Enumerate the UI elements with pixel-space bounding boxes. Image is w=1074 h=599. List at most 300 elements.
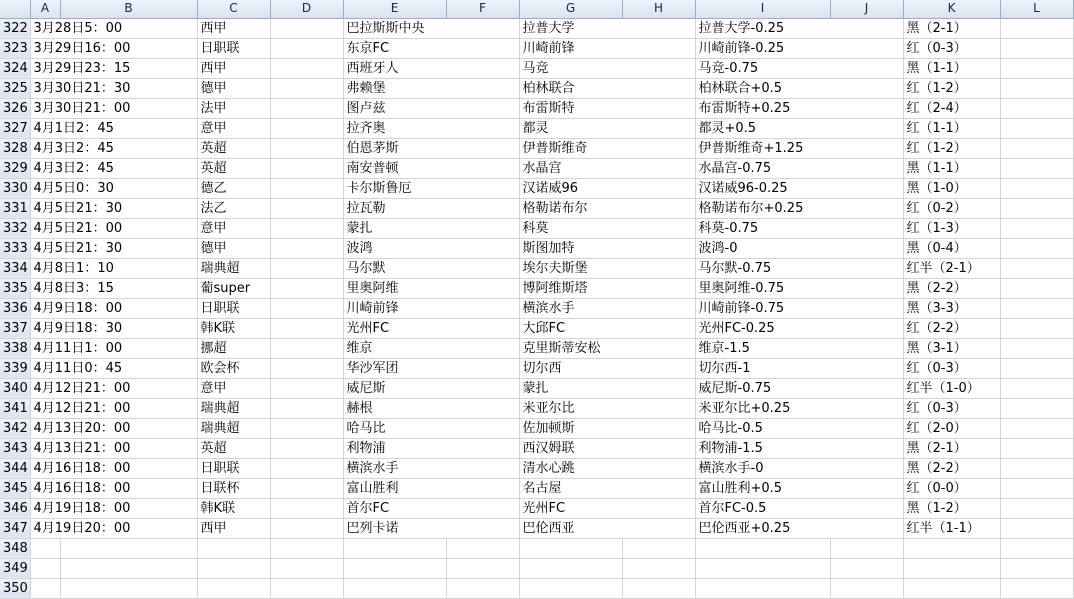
table-row[interactable] bbox=[0, 278, 1073, 298]
cell-empty[interactable] bbox=[197, 558, 270, 578]
cell-league[interactable]: 英超 bbox=[197, 438, 270, 458]
cell-empty[interactable] bbox=[1000, 578, 1073, 598]
cell-away-team[interactable]: 清水心跳 bbox=[519, 458, 695, 478]
cell-result[interactable]: 红（2-0） bbox=[903, 418, 1000, 438]
cell-empty[interactable] bbox=[446, 538, 519, 558]
table-body[interactable] bbox=[0, 18, 1073, 598]
cell-empty[interactable] bbox=[343, 578, 446, 598]
cell-date[interactable]: 4月16日18：00 bbox=[30, 478, 197, 498]
cell-date[interactable]: 4月5日21：00 bbox=[30, 218, 197, 238]
cell-empty[interactable] bbox=[30, 558, 60, 578]
cell-empty-d[interactable] bbox=[270, 258, 343, 278]
cell-result[interactable]: 黑（1-0） bbox=[903, 178, 1000, 198]
cell-result[interactable]: 红（2-4） bbox=[903, 98, 1000, 118]
cell-league[interactable]: 日职联 bbox=[197, 298, 270, 318]
cell-empty-l[interactable] bbox=[1000, 258, 1073, 278]
cell-handicap[interactable]: 米亚尔比+0.25 bbox=[695, 398, 903, 418]
table-row[interactable] bbox=[0, 218, 1073, 238]
cell-empty-d[interactable] bbox=[270, 278, 343, 298]
table-row[interactable] bbox=[0, 398, 1073, 418]
column-header-E[interactable]: E bbox=[343, 0, 446, 18]
cell-empty[interactable] bbox=[1000, 538, 1073, 558]
cell-home-team[interactable]: 巴列卡诺 bbox=[343, 518, 519, 538]
cell-empty[interactable] bbox=[622, 538, 695, 558]
cell-away-team[interactable]: 川崎前锋 bbox=[519, 38, 695, 58]
row-header[interactable]: 334 bbox=[0, 258, 30, 278]
cell-league[interactable]: 日职联 bbox=[197, 38, 270, 58]
cell-away-team[interactable]: 西汉姆联 bbox=[519, 438, 695, 458]
cell-away-team[interactable]: 克里斯蒂安松 bbox=[519, 338, 695, 358]
cell-handicap[interactable]: 川崎前锋-0.75 bbox=[695, 298, 903, 318]
cell-empty-d[interactable] bbox=[270, 498, 343, 518]
cell-empty-l[interactable] bbox=[1000, 18, 1073, 38]
cell-handicap[interactable]: 威尼斯-0.75 bbox=[695, 378, 903, 398]
cell-empty[interactable] bbox=[343, 558, 446, 578]
cell-result[interactable]: 红（2-2） bbox=[903, 318, 1000, 338]
cell-away-team[interactable]: 马竞 bbox=[519, 58, 695, 78]
cell-empty-l[interactable] bbox=[1000, 118, 1073, 138]
cell-empty-d[interactable] bbox=[270, 178, 343, 198]
table-row[interactable] bbox=[0, 358, 1073, 378]
cell-away-team[interactable]: 都灵 bbox=[519, 118, 695, 138]
cell-empty-d[interactable] bbox=[270, 358, 343, 378]
cell-home-team[interactable]: 赫根 bbox=[343, 398, 519, 418]
cell-result[interactable]: 黑（3-1） bbox=[903, 338, 1000, 358]
cell-empty-l[interactable] bbox=[1000, 358, 1073, 378]
cell-result[interactable]: 黑（1-2） bbox=[903, 498, 1000, 518]
cell-empty[interactable] bbox=[60, 558, 197, 578]
cell-date[interactable]: 4月9日18：00 bbox=[30, 298, 197, 318]
cell-handicap[interactable]: 伊普斯维奇+1.25 bbox=[695, 138, 903, 158]
cell-handicap[interactable]: 科莫-0.75 bbox=[695, 218, 903, 238]
cell-empty[interactable] bbox=[270, 578, 343, 598]
cell-league[interactable]: 欧会杯 bbox=[197, 358, 270, 378]
cell-empty[interactable] bbox=[903, 538, 1000, 558]
row-header[interactable]: 323 bbox=[0, 38, 30, 58]
cell-empty[interactable] bbox=[830, 538, 903, 558]
cell-league[interactable]: 韩K联 bbox=[197, 318, 270, 338]
cell-empty[interactable] bbox=[519, 578, 622, 598]
cell-league[interactable]: 挪超 bbox=[197, 338, 270, 358]
cell-home-team[interactable]: 维京 bbox=[343, 338, 519, 358]
row-header[interactable]: 350 bbox=[0, 578, 30, 598]
table-row[interactable] bbox=[0, 178, 1073, 198]
cell-handicap[interactable]: 富山胜利+0.5 bbox=[695, 478, 903, 498]
cell-result[interactable]: 黑（2-1） bbox=[903, 18, 1000, 38]
cell-empty-d[interactable] bbox=[270, 338, 343, 358]
cell-empty[interactable] bbox=[519, 558, 622, 578]
row-header[interactable]: 338 bbox=[0, 338, 30, 358]
row-header[interactable]: 327 bbox=[0, 118, 30, 138]
cell-result[interactable]: 红半（1-0） bbox=[903, 378, 1000, 398]
cell-league[interactable]: 韩K联 bbox=[197, 498, 270, 518]
table-row[interactable] bbox=[0, 438, 1073, 458]
cell-away-team[interactable]: 大邱FC bbox=[519, 318, 695, 338]
row-header[interactable]: 322 bbox=[0, 18, 30, 38]
cell-date[interactable]: 4月12日21：00 bbox=[30, 398, 197, 418]
cell-date[interactable]: 4月1日2：45 bbox=[30, 118, 197, 138]
cell-handicap[interactable]: 布雷斯特+0.25 bbox=[695, 98, 903, 118]
cell-away-team[interactable]: 科莫 bbox=[519, 218, 695, 238]
cell-date[interactable]: 3月29日16：00 bbox=[30, 38, 197, 58]
cell-league[interactable]: 瑞典超 bbox=[197, 258, 270, 278]
cell-home-team[interactable]: 伯恩茅斯 bbox=[343, 138, 519, 158]
cell-empty[interactable] bbox=[519, 538, 622, 558]
cell-result[interactable]: 黑（1-1） bbox=[903, 158, 1000, 178]
cell-handicap[interactable]: 汉诺威96-0.25 bbox=[695, 178, 903, 198]
cell-empty[interactable] bbox=[30, 578, 60, 598]
cell-league[interactable]: 西甲 bbox=[197, 18, 270, 38]
cell-league[interactable]: 瑞典超 bbox=[197, 398, 270, 418]
cell-date[interactable]: 3月29日23：15 bbox=[30, 58, 197, 78]
cell-empty[interactable] bbox=[270, 538, 343, 558]
cell-home-team[interactable]: 波鸿 bbox=[343, 238, 519, 258]
cell-empty-d[interactable] bbox=[270, 118, 343, 138]
row-header[interactable]: 324 bbox=[0, 58, 30, 78]
table-row[interactable] bbox=[0, 378, 1073, 398]
cell-home-team[interactable]: 富山胜利 bbox=[343, 478, 519, 498]
cell-home-team[interactable]: 卡尔斯鲁厄 bbox=[343, 178, 519, 198]
cell-empty-l[interactable] bbox=[1000, 418, 1073, 438]
cell-empty-l[interactable] bbox=[1000, 138, 1073, 158]
cell-home-team[interactable]: 利物浦 bbox=[343, 438, 519, 458]
column-header-K[interactable]: K bbox=[903, 0, 1000, 18]
column-header-B[interactable]: B bbox=[60, 0, 197, 18]
cell-date[interactable]: 4月5日0：30 bbox=[30, 178, 197, 198]
cell-league[interactable]: 法乙 bbox=[197, 198, 270, 218]
cell-away-team[interactable]: 格勒诺布尔 bbox=[519, 198, 695, 218]
table-row[interactable] bbox=[0, 518, 1073, 538]
cell-date[interactable]: 3月30日21：00 bbox=[30, 98, 197, 118]
cell-away-team[interactable]: 横滨水手 bbox=[519, 298, 695, 318]
cell-handicap[interactable]: 拉普大学-0.25 bbox=[695, 18, 903, 38]
cell-handicap[interactable]: 水晶宫-0.75 bbox=[695, 158, 903, 178]
row-header[interactable]: 342 bbox=[0, 418, 30, 438]
cell-away-team[interactable]: 柏林联合 bbox=[519, 78, 695, 98]
cell-empty-d[interactable] bbox=[270, 138, 343, 158]
column-header-L[interactable]: L bbox=[1000, 0, 1073, 18]
cell-result[interactable]: 红（0-3） bbox=[903, 398, 1000, 418]
cell-home-team[interactable]: 横滨水手 bbox=[343, 458, 519, 478]
cell-empty[interactable] bbox=[695, 538, 830, 558]
row-header[interactable]: 345 bbox=[0, 478, 30, 498]
cell-empty[interactable] bbox=[197, 538, 270, 558]
table-row[interactable] bbox=[0, 298, 1073, 318]
column-header-I[interactable]: I bbox=[695, 0, 830, 18]
cell-result[interactable]: 红（0-2） bbox=[903, 198, 1000, 218]
cell-handicap[interactable]: 柏林联合+0.5 bbox=[695, 78, 903, 98]
cell-away-team[interactable]: 伊普斯维奇 bbox=[519, 138, 695, 158]
column-header-C[interactable]: C bbox=[197, 0, 270, 18]
cell-handicap[interactable]: 格勒诺布尔+0.25 bbox=[695, 198, 903, 218]
cell-empty-l[interactable] bbox=[1000, 398, 1073, 418]
cell-home-team[interactable]: 西班牙人 bbox=[343, 58, 519, 78]
cell-handicap[interactable]: 维京-1.5 bbox=[695, 338, 903, 358]
cell-empty-d[interactable] bbox=[270, 238, 343, 258]
cell-empty-l[interactable] bbox=[1000, 58, 1073, 78]
cell-handicap[interactable]: 巴伦西亚+0.25 bbox=[695, 518, 903, 538]
cell-league[interactable]: 法甲 bbox=[197, 98, 270, 118]
cell-result[interactable]: 红半（1-1） bbox=[903, 518, 1000, 538]
cell-empty-d[interactable] bbox=[270, 518, 343, 538]
cell-away-team[interactable]: 佐加顿斯 bbox=[519, 418, 695, 438]
cell-empty[interactable] bbox=[903, 578, 1000, 598]
table-row[interactable] bbox=[0, 78, 1073, 98]
table-row[interactable] bbox=[0, 118, 1073, 138]
cell-empty-l[interactable] bbox=[1000, 298, 1073, 318]
cell-empty[interactable] bbox=[60, 578, 197, 598]
cell-home-team[interactable]: 威尼斯 bbox=[343, 378, 519, 398]
cell-date[interactable]: 4月19日18：00 bbox=[30, 498, 197, 518]
cell-result[interactable]: 黑（3-3） bbox=[903, 298, 1000, 318]
cell-date[interactable]: 4月8日1：10 bbox=[30, 258, 197, 278]
cell-empty-d[interactable] bbox=[270, 18, 343, 38]
row-header[interactable]: 344 bbox=[0, 458, 30, 478]
table-row[interactable] bbox=[0, 58, 1073, 78]
cell-empty-l[interactable] bbox=[1000, 78, 1073, 98]
cell-date[interactable]: 4月8日3：15 bbox=[30, 278, 197, 298]
cell-league[interactable]: 西甲 bbox=[197, 58, 270, 78]
cell-empty-d[interactable] bbox=[270, 478, 343, 498]
table-row-empty[interactable] bbox=[0, 558, 1073, 578]
cell-home-team[interactable]: 里奥阿维 bbox=[343, 278, 519, 298]
table-row-empty[interactable] bbox=[0, 578, 1073, 598]
row-header[interactable]: 325 bbox=[0, 78, 30, 98]
cell-empty[interactable] bbox=[830, 578, 903, 598]
cell-empty-l[interactable] bbox=[1000, 238, 1073, 258]
cell-empty[interactable] bbox=[903, 558, 1000, 578]
cell-away-team[interactable]: 拉普大学 bbox=[519, 18, 695, 38]
cell-handicap[interactable]: 首尔FC-0.5 bbox=[695, 498, 903, 518]
row-header[interactable]: 341 bbox=[0, 398, 30, 418]
column-header-F[interactable]: F bbox=[446, 0, 519, 18]
row-header[interactable]: 339 bbox=[0, 358, 30, 378]
cell-away-team[interactable]: 切尔西 bbox=[519, 358, 695, 378]
cell-date[interactable]: 4月11日1：00 bbox=[30, 338, 197, 358]
table-row[interactable] bbox=[0, 458, 1073, 478]
cell-away-team[interactable]: 名古屋 bbox=[519, 478, 695, 498]
cell-empty[interactable] bbox=[30, 538, 60, 558]
cell-handicap[interactable]: 波鸿-0 bbox=[695, 238, 903, 258]
table-row[interactable] bbox=[0, 138, 1073, 158]
cell-handicap[interactable]: 里奥阿维-0.75 bbox=[695, 278, 903, 298]
cell-league[interactable]: 意甲 bbox=[197, 378, 270, 398]
cell-empty-l[interactable] bbox=[1000, 438, 1073, 458]
cell-empty-d[interactable] bbox=[270, 398, 343, 418]
cell-handicap[interactable]: 横滨水手-0 bbox=[695, 458, 903, 478]
cell-result[interactable]: 黑（1-1） bbox=[903, 58, 1000, 78]
cell-away-team[interactable]: 蒙扎 bbox=[519, 378, 695, 398]
cell-result[interactable]: 黑（2-2） bbox=[903, 458, 1000, 478]
table-row[interactable] bbox=[0, 478, 1073, 498]
cell-empty-l[interactable] bbox=[1000, 338, 1073, 358]
cell-empty-l[interactable] bbox=[1000, 38, 1073, 58]
row-header[interactable]: 336 bbox=[0, 298, 30, 318]
cell-handicap[interactable]: 马竞-0.75 bbox=[695, 58, 903, 78]
cell-away-team[interactable]: 博阿维斯塔 bbox=[519, 278, 695, 298]
cell-date[interactable]: 3月30日21：30 bbox=[30, 78, 197, 98]
column-header-A[interactable]: A bbox=[30, 0, 60, 18]
row-header[interactable]: 343 bbox=[0, 438, 30, 458]
cell-empty-l[interactable] bbox=[1000, 458, 1073, 478]
cell-league[interactable]: 葡super bbox=[197, 278, 270, 298]
table-row[interactable] bbox=[0, 258, 1073, 278]
cell-home-team[interactable]: 哈马比 bbox=[343, 418, 519, 438]
cell-empty-d[interactable] bbox=[270, 198, 343, 218]
cell-home-team[interactable]: 巴拉斯斯中央 bbox=[343, 18, 519, 38]
table-row[interactable] bbox=[0, 38, 1073, 58]
cell-empty-l[interactable] bbox=[1000, 318, 1073, 338]
column-header-D[interactable]: D bbox=[270, 0, 343, 18]
cell-home-team[interactable]: 东京FC bbox=[343, 38, 519, 58]
cell-empty[interactable] bbox=[830, 558, 903, 578]
table-row[interactable] bbox=[0, 238, 1073, 258]
cell-result[interactable]: 红半（2-1） bbox=[903, 258, 1000, 278]
cell-league[interactable]: 德乙 bbox=[197, 178, 270, 198]
cell-league[interactable]: 瑞典超 bbox=[197, 418, 270, 438]
row-header[interactable]: 331 bbox=[0, 198, 30, 218]
cell-empty-d[interactable] bbox=[270, 418, 343, 438]
cell-empty[interactable] bbox=[695, 578, 830, 598]
cell-handicap[interactable]: 哈马比-0.5 bbox=[695, 418, 903, 438]
table-row[interactable] bbox=[0, 318, 1073, 338]
cell-empty[interactable] bbox=[197, 578, 270, 598]
cell-empty[interactable] bbox=[60, 538, 197, 558]
cell-empty-l[interactable] bbox=[1000, 218, 1073, 238]
cell-result[interactable]: 黑（2-2） bbox=[903, 278, 1000, 298]
cell-empty[interactable] bbox=[270, 558, 343, 578]
cell-date[interactable]: 4月3日2：45 bbox=[30, 158, 197, 178]
cell-empty-d[interactable] bbox=[270, 78, 343, 98]
cell-home-team[interactable]: 华沙军团 bbox=[343, 358, 519, 378]
cell-result[interactable]: 红（1-2） bbox=[903, 138, 1000, 158]
cell-handicap[interactable]: 都灵+0.5 bbox=[695, 118, 903, 138]
select-all-corner[interactable] bbox=[0, 0, 30, 18]
cell-empty[interactable] bbox=[1000, 558, 1073, 578]
cell-empty-l[interactable] bbox=[1000, 378, 1073, 398]
cell-home-team[interactable]: 拉瓦勒 bbox=[343, 198, 519, 218]
row-header[interactable]: 337 bbox=[0, 318, 30, 338]
cell-league[interactable]: 西甲 bbox=[197, 518, 270, 538]
cell-date[interactable]: 4月5日21：30 bbox=[30, 238, 197, 258]
cell-date[interactable]: 4月3日2：45 bbox=[30, 138, 197, 158]
cell-empty-d[interactable] bbox=[270, 38, 343, 58]
row-header[interactable]: 329 bbox=[0, 158, 30, 178]
cell-away-team[interactable]: 米亚尔比 bbox=[519, 398, 695, 418]
cell-date[interactable]: 4月13日20：00 bbox=[30, 418, 197, 438]
row-header[interactable]: 335 bbox=[0, 278, 30, 298]
cell-handicap[interactable]: 利物浦-1.5 bbox=[695, 438, 903, 458]
column-header-G[interactable]: G bbox=[519, 0, 622, 18]
cell-empty[interactable] bbox=[622, 558, 695, 578]
cell-home-team[interactable]: 弗赖堡 bbox=[343, 78, 519, 98]
cell-league[interactable]: 英超 bbox=[197, 138, 270, 158]
cell-home-team[interactable]: 马尔默 bbox=[343, 258, 519, 278]
row-header[interactable]: 328 bbox=[0, 138, 30, 158]
cell-result[interactable]: 黑（2-1） bbox=[903, 438, 1000, 458]
cell-empty-d[interactable] bbox=[270, 438, 343, 458]
cell-home-team[interactable]: 图卢兹 bbox=[343, 98, 519, 118]
cell-league[interactable]: 德甲 bbox=[197, 78, 270, 98]
cell-empty-d[interactable] bbox=[270, 458, 343, 478]
row-header[interactable]: 332 bbox=[0, 218, 30, 238]
cell-result[interactable]: 红（1-2） bbox=[903, 78, 1000, 98]
cell-date[interactable]: 4月12日21：00 bbox=[30, 378, 197, 398]
cell-empty-l[interactable] bbox=[1000, 158, 1073, 178]
row-header[interactable]: 346 bbox=[0, 498, 30, 518]
cell-empty[interactable] bbox=[446, 558, 519, 578]
cell-home-team[interactable]: 拉齐奥 bbox=[343, 118, 519, 138]
cell-empty-d[interactable] bbox=[270, 378, 343, 398]
cell-date[interactable]: 4月9日18：30 bbox=[30, 318, 197, 338]
cell-empty-l[interactable] bbox=[1000, 198, 1073, 218]
row-header[interactable]: 347 bbox=[0, 518, 30, 538]
column-header-J[interactable]: J bbox=[830, 0, 903, 18]
cell-empty[interactable] bbox=[343, 538, 446, 558]
table-row[interactable] bbox=[0, 98, 1073, 118]
cell-league[interactable]: 英超 bbox=[197, 158, 270, 178]
cell-home-team[interactable]: 南安普顿 bbox=[343, 158, 519, 178]
cell-empty[interactable] bbox=[446, 578, 519, 598]
cell-result[interactable]: 红（0-3） bbox=[903, 38, 1000, 58]
cell-empty-l[interactable] bbox=[1000, 178, 1073, 198]
cell-empty[interactable] bbox=[622, 578, 695, 598]
cell-away-team[interactable]: 巴伦西亚 bbox=[519, 518, 695, 538]
cell-handicap[interactable]: 马尔默-0.75 bbox=[695, 258, 903, 278]
cell-empty-d[interactable] bbox=[270, 58, 343, 78]
table-row[interactable] bbox=[0, 198, 1073, 218]
cell-handicap[interactable]: 切尔西-1 bbox=[695, 358, 903, 378]
cell-league[interactable]: 日职联 bbox=[197, 458, 270, 478]
cell-home-team[interactable]: 蒙扎 bbox=[343, 218, 519, 238]
cell-away-team[interactable]: 斯图加特 bbox=[519, 238, 695, 258]
row-header[interactable]: 348 bbox=[0, 538, 30, 558]
cell-away-team[interactable]: 汉诺威96 bbox=[519, 178, 695, 198]
cell-date[interactable]: 4月5日21：30 bbox=[30, 198, 197, 218]
cell-empty-d[interactable] bbox=[270, 218, 343, 238]
cell-empty-d[interactable] bbox=[270, 158, 343, 178]
cell-empty[interactable] bbox=[695, 558, 830, 578]
row-header[interactable]: 333 bbox=[0, 238, 30, 258]
cell-result[interactable]: 黑（0-4） bbox=[903, 238, 1000, 258]
row-header[interactable]: 326 bbox=[0, 98, 30, 118]
cell-empty-l[interactable] bbox=[1000, 478, 1073, 498]
cell-empty-d[interactable] bbox=[270, 318, 343, 338]
cell-away-team[interactable]: 水晶宫 bbox=[519, 158, 695, 178]
cell-handicap[interactable]: 川崎前锋-0.25 bbox=[695, 38, 903, 58]
table-row[interactable] bbox=[0, 338, 1073, 358]
cell-date[interactable]: 4月11日0：45 bbox=[30, 358, 197, 378]
cell-empty-d[interactable] bbox=[270, 298, 343, 318]
cell-result[interactable]: 红（0-3） bbox=[903, 358, 1000, 378]
cell-date[interactable]: 3月28日5：00 bbox=[30, 18, 197, 38]
cell-empty-d[interactable] bbox=[270, 98, 343, 118]
row-header[interactable]: 349 bbox=[0, 558, 30, 578]
cell-empty-l[interactable] bbox=[1000, 498, 1073, 518]
cell-date[interactable]: 4月19日20：00 bbox=[30, 518, 197, 538]
table-row[interactable] bbox=[0, 18, 1073, 38]
cell-league[interactable]: 意甲 bbox=[197, 118, 270, 138]
cell-away-team[interactable]: 布雷斯特 bbox=[519, 98, 695, 118]
cell-date[interactable]: 4月13日21：00 bbox=[30, 438, 197, 458]
cell-home-team[interactable]: 光州FC bbox=[343, 318, 519, 338]
cell-away-team[interactable]: 光州FC bbox=[519, 498, 695, 518]
table-row[interactable] bbox=[0, 498, 1073, 518]
row-header[interactable]: 340 bbox=[0, 378, 30, 398]
cell-result[interactable]: 红（1-3） bbox=[903, 218, 1000, 238]
cell-result[interactable]: 红（1-1） bbox=[903, 118, 1000, 138]
column-header-H[interactable]: H bbox=[622, 0, 695, 18]
